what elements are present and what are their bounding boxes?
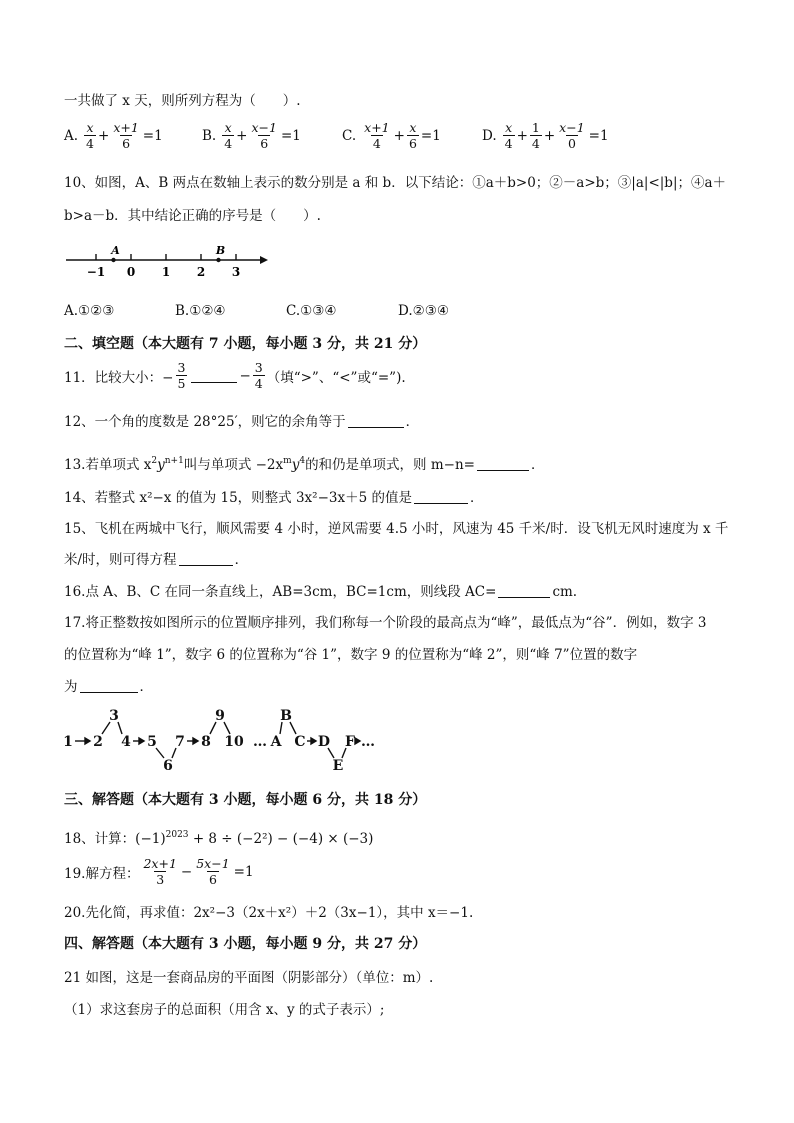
q9-option-c: C. $\frac{x+1}{4}$ + $\frac{x}{6}$ =1 bbox=[342, 120, 441, 151]
q18: 18、计算：$(-1)^{2023} + 8 \div (-2^2) - (-4) \times (-3)$ bbox=[64, 830, 374, 847]
pattern-label: … bbox=[253, 734, 267, 750]
pattern-arrowhead bbox=[193, 738, 198, 744]
zigzag-pattern-figure bbox=[62, 704, 375, 774]
section-heading-4: 四、解答题（本大题有 3 小题，每小题 9 分，共 27 分） bbox=[64, 936, 427, 952]
pattern-label: B bbox=[280, 708, 292, 724]
pattern-connector bbox=[156, 748, 164, 758]
number-line-tick-label: 2 bbox=[196, 265, 206, 279]
q16: 16.点 A、B、C 在同一条直线上，AB=3cm，BC=1cm，则线段 AC= cm. bbox=[64, 584, 578, 600]
section-heading-2: 二、填空题（本大题有 7 小题，每小题 3 分，共 21 分） bbox=[64, 336, 427, 352]
pattern-label: 7 bbox=[175, 734, 185, 750]
q12: 12、一个角的度数是 28°25′，则它的余角等于 ． bbox=[64, 414, 420, 430]
q10-option-d: D.②③④ bbox=[398, 303, 449, 319]
pattern-label: 2 bbox=[93, 734, 103, 750]
q10-option-a: A.①②③ bbox=[64, 303, 115, 319]
q12-answer-blank bbox=[348, 413, 404, 428]
q11: 11．比较大小：− $\frac{3}{5}$ − $\frac{3}{4}$ （填“>”、“<”或“=”). bbox=[64, 360, 406, 391]
q16-answer-blank bbox=[498, 583, 550, 598]
q15-answer-blank bbox=[179, 551, 233, 566]
number-line-tick-label: −1 bbox=[86, 265, 106, 279]
section-heading-3: 三、解答题（本大题有 3 小题，每小题 6 分，共 18 分） bbox=[64, 792, 427, 808]
q17-line2: 的位置称为“峰 1”，数字 6 的位置称为“谷 1”，数字 9 的位置称为“峰 2”，则“峰 7”位置的数字 bbox=[64, 647, 638, 663]
pattern-label: E bbox=[332, 758, 344, 774]
q17-line3: 为 ． bbox=[64, 679, 153, 695]
q9-option-b: B. $\frac{x}{4}$ + $\frac{x-1}{6}$ =1 bbox=[202, 120, 301, 151]
pattern-arrowhead bbox=[139, 738, 144, 744]
number-line-figure bbox=[62, 242, 272, 280]
q10-line1: 10、如图，A、B 两点在数轴上表示的数分别是 a 和 b．以下结论：①a＋b>0；②－a>b；③|a|<|b|；④a＋ bbox=[64, 175, 727, 191]
q10-option-b: B.①②④ bbox=[175, 303, 226, 319]
pattern-label: … bbox=[361, 734, 375, 750]
q10-line2: b>a－b．其中结论正确的序号是（ ）. bbox=[64, 208, 321, 224]
number-line-tick-label: 1 bbox=[161, 265, 171, 279]
pattern-label: 10 bbox=[224, 734, 244, 750]
q14-answer-blank bbox=[414, 489, 468, 504]
pattern-label: 5 bbox=[147, 734, 157, 750]
q17-answer-blank bbox=[80, 678, 138, 693]
number-line-tick-label: 3 bbox=[231, 265, 241, 279]
number-line-point-label: B bbox=[215, 244, 226, 257]
pattern-label: F bbox=[345, 734, 355, 750]
pattern-label: 9 bbox=[215, 708, 225, 724]
q9-option-d: D. $\frac{x}{4}$ + $\frac{1}{4}$ + $\frac{x-1}{0}$ =1 bbox=[482, 120, 609, 151]
q15-line1: 15、飞机在两城中飞行，顺风需要 4 小时，逆风需要 4.5 小时，风速为 45 千米/时．设飞机无风时速度为 x 千 bbox=[64, 521, 729, 537]
q10-option-c: C.①③④ bbox=[286, 303, 337, 319]
q13-answer-blank bbox=[477, 456, 529, 471]
q15-line2: 米/时，则可得方程 ． bbox=[64, 552, 249, 568]
pattern-label: 6 bbox=[163, 758, 173, 774]
number-line-point-label: A bbox=[111, 244, 120, 257]
pattern-arrowhead bbox=[311, 738, 316, 744]
pattern-label: 8 bbox=[201, 734, 211, 750]
pattern-label: C bbox=[294, 734, 306, 750]
pattern-arrowhead bbox=[85, 738, 90, 744]
pattern-label: D bbox=[317, 734, 331, 750]
pattern-connector bbox=[224, 722, 230, 734]
q21-line2: （1）求这套房子的总面积（用含 x、y 的式子表示）; bbox=[64, 1002, 385, 1018]
q17-line1: 17.将正整数按如图所示的位置顺序排列，我们称每一个阶段的最高点为“峰”，最低点为“谷”．例如，数字 3 bbox=[64, 615, 707, 631]
q14: 14、若整式 x²−x 的值为 15，则整式 3x²−3x＋5 的值是 ． bbox=[64, 490, 484, 506]
number-line-point bbox=[216, 258, 220, 262]
q21-line1: 21 如图，这是一套商品房的平面图（阴影部分）（单位：m）. bbox=[64, 970, 434, 986]
pattern-label: 3 bbox=[109, 708, 119, 724]
pattern-label: A bbox=[270, 734, 282, 750]
q9-option-a: A. $\frac{x}{4}$ + $\frac{x+1}{6}$ =1 bbox=[64, 120, 163, 151]
q11-answer-blank bbox=[191, 368, 237, 383]
q9-tail: 一共做了 x 天，则所列方程为（ ）. bbox=[64, 93, 301, 109]
number-line-point bbox=[111, 258, 115, 262]
q20: 20.先化简，再求值：2x²−3（2x＋x²）＋2（3x−1），其中 x＝−1. bbox=[64, 905, 474, 921]
q13: 13.若单项式 $x^2y^{n+1}$叫与单项式 $-2x^my^4$的和仍是单项式，则 m−n= ． bbox=[64, 456, 545, 473]
pattern-arrowhead bbox=[355, 738, 360, 744]
q19: 19.解方程： $\frac{2x+1}{3}$ − $\frac{5x-1}{6}$ =1 bbox=[64, 856, 254, 887]
pattern-label: 4 bbox=[121, 734, 131, 750]
number-line-tick-label: 0 bbox=[126, 265, 136, 279]
pattern-label: 1 bbox=[63, 734, 73, 750]
